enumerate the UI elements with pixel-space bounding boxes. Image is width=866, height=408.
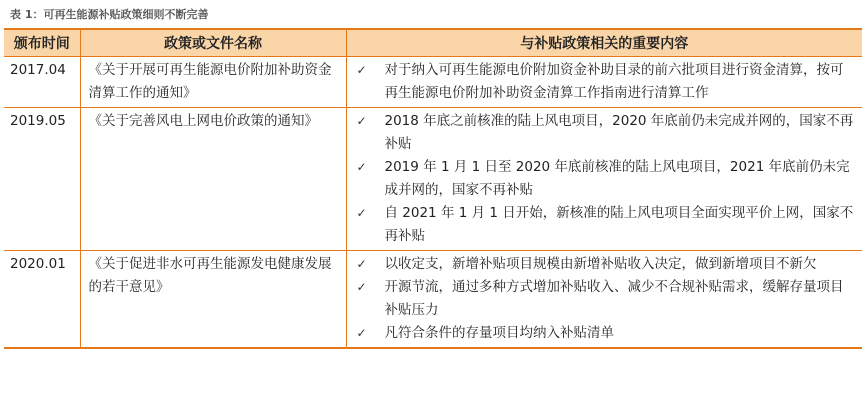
check-icon: ✓ <box>356 257 367 271</box>
policy-table <box>4 28 862 349</box>
check-icon: ✓ <box>356 114 367 128</box>
row-date: 2020.01 <box>4 251 80 349</box>
content-point <box>355 202 857 248</box>
table-caption: 表 1：可再生能源补贴政策细则不断完善 <box>10 8 209 21</box>
content-point <box>355 59 857 105</box>
content-point <box>355 322 857 345</box>
check-icon: ✓ <box>356 280 367 294</box>
check-icon: ✓ <box>356 326 367 340</box>
content-point <box>355 156 857 202</box>
content-point-text: 对于纳入可再生能源电价附加资金补助目录的前六批项目进行资金清算，按可再生能源电价附加补助资金清算工作指南进行清算工作 <box>384 62 844 101</box>
row-policy-name: 《关于开展可再生能源电价附加补助资金清算工作的通知》 <box>80 57 346 108</box>
content-point <box>355 276 857 322</box>
content-point <box>355 253 857 276</box>
row-content <box>346 108 862 251</box>
table-row <box>4 251 862 349</box>
content-point-text: 开源节流，通过多种方式增加补贴收入、减少不合规补贴需求，缓解存量项目补贴压力 <box>384 279 844 318</box>
check-icon: ✓ <box>356 63 367 77</box>
row-date: 2019.05 <box>4 108 80 251</box>
row-date: 2017.04 <box>4 57 80 108</box>
row-policy-name: 《关于完善风电上网电价政策的通知》 <box>80 108 346 251</box>
row-content <box>346 57 862 108</box>
content-point-text: 2018 年底之前核准的陆上风电项目，2020 年底前仍未完成并网的，国家不再补贴 <box>384 113 854 152</box>
row-policy-name: 《关于促进非水可再生能源发电健康发展的若干意见》 <box>80 251 346 349</box>
row-content <box>346 251 862 349</box>
table-header-row <box>4 29 862 57</box>
content-point <box>355 110 857 156</box>
check-icon: ✓ <box>356 160 367 174</box>
content-point-text: 2019 年 1 月 1 日至 2020 年底前核准的陆上风电项目，2021 年底前仍未完成并网的，国家不再补贴 <box>384 159 850 198</box>
table-row <box>4 108 862 251</box>
check-icon: ✓ <box>356 206 367 220</box>
content-point-text: 凡符合条件的存量项目均纳入补贴清单 <box>384 325 614 341</box>
content-point-text: 自 2021 年 1 月 1 日开始，新核准的陆上风电项目全面实现平价上网，国家不再补贴 <box>384 205 854 244</box>
header-date: 颁布时间 <box>4 29 80 57</box>
header-policy-name: 政策或文件名称 <box>80 29 346 57</box>
content-point-text: 以收定支，新增补贴项目规模由新增补贴收入决定，做到新增项目不新欠 <box>384 256 817 272</box>
table-row <box>4 57 862 108</box>
header-content: 与补贴政策相关的重要内容 <box>346 29 862 57</box>
